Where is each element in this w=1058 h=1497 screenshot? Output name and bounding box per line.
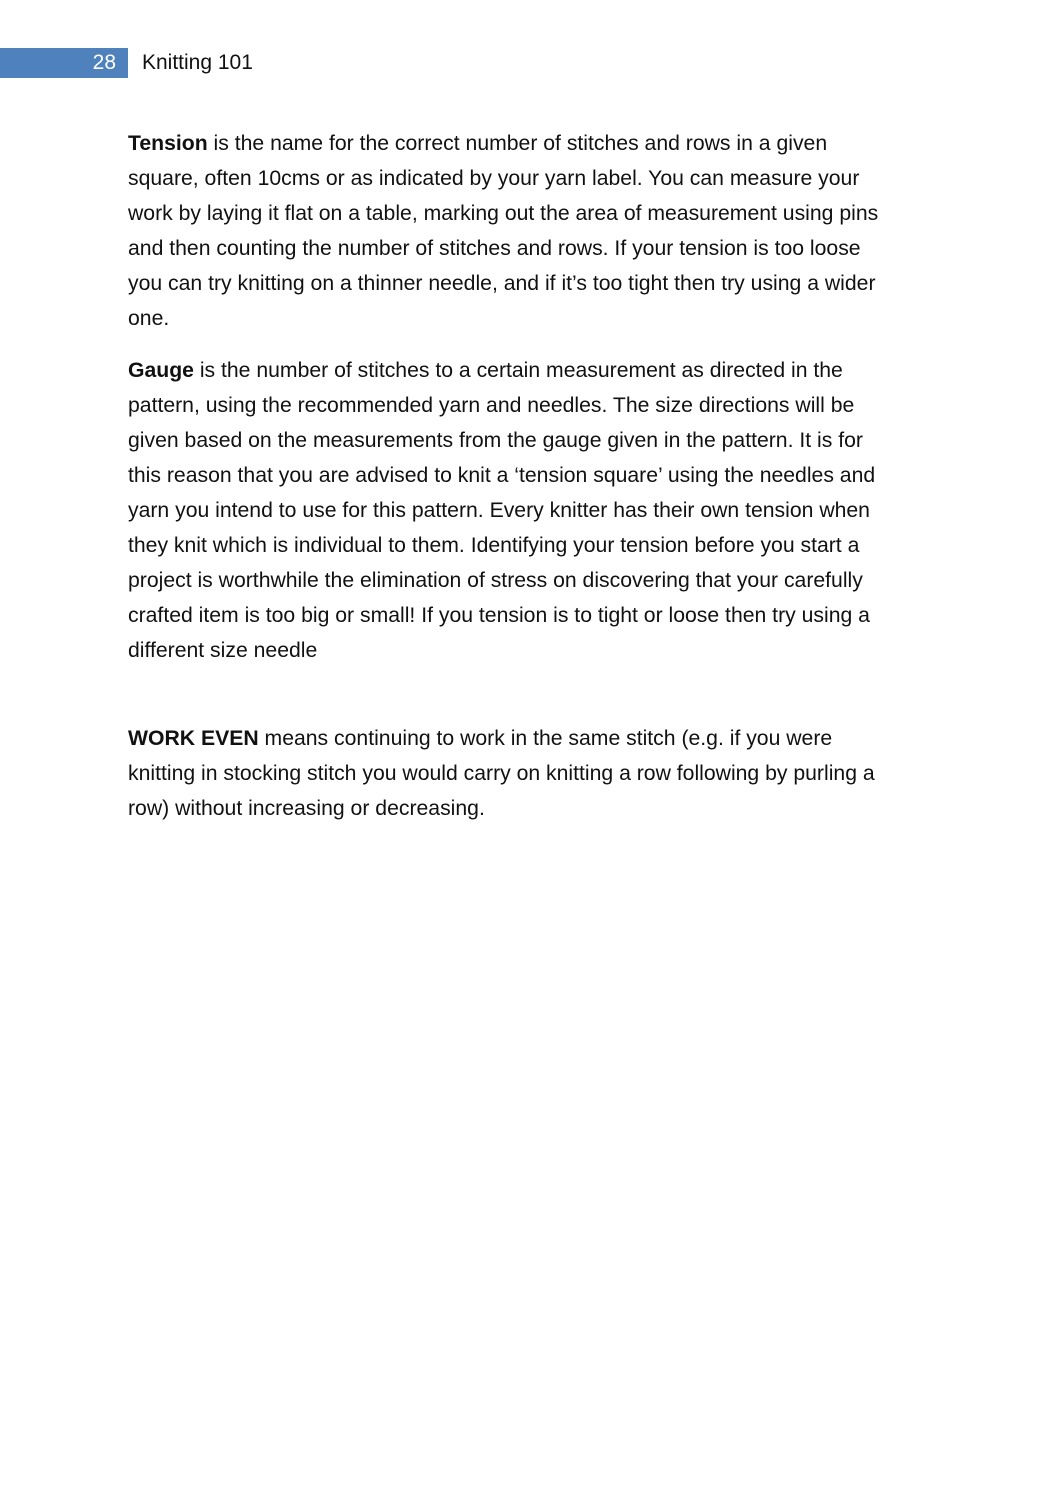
term-work-even: WORK EVEN xyxy=(128,727,259,750)
paragraph-gauge xyxy=(128,353,898,668)
definition-work-even: means continuing to work in the same stitch (e.g. if you were knitting in stocking stitch you would carry on knitting a row following by purling a row) without increasing or decreasing. xyxy=(128,727,875,820)
definition-gauge: is the number of stitches to a certain measurement as directed in the pattern, using the recommended yarn and needles. The size directions will be given based on the measurements from the gauge given in the pattern. It is for this reason that you are advised to knit a ‘tension square’ using the needles and yarn you intend to use for this pattern. Every knitter has their own tension when they knit which is individual to them. Identifying your tension before you start a project is worthwhile the elimination of stress on discovering that your carefully crafted item is too big or small! If you tension is to tight or loose then try using a different size needle xyxy=(128,359,876,662)
paragraph-tension xyxy=(128,126,898,336)
page-number: 28 xyxy=(92,51,116,74)
term-gauge: Gauge xyxy=(128,359,194,382)
paragraph-work-even xyxy=(128,721,898,826)
running-header-title: Knitting 101 xyxy=(142,51,253,74)
page-number-tab xyxy=(0,48,128,78)
page-body xyxy=(128,126,898,843)
definition-tension: is the name for the correct number of stitches and rows in a given square, often 10cms or as indicated by your yarn label. You can measure your work by laying it flat on a table, marking out the area of measurement using pins and then counting the number of stitches and rows. If your tension is too loose you can try knitting on a thinner needle, and if it’s too tight then try using a wider one. xyxy=(128,132,879,330)
term-tension: Tension xyxy=(128,132,208,155)
